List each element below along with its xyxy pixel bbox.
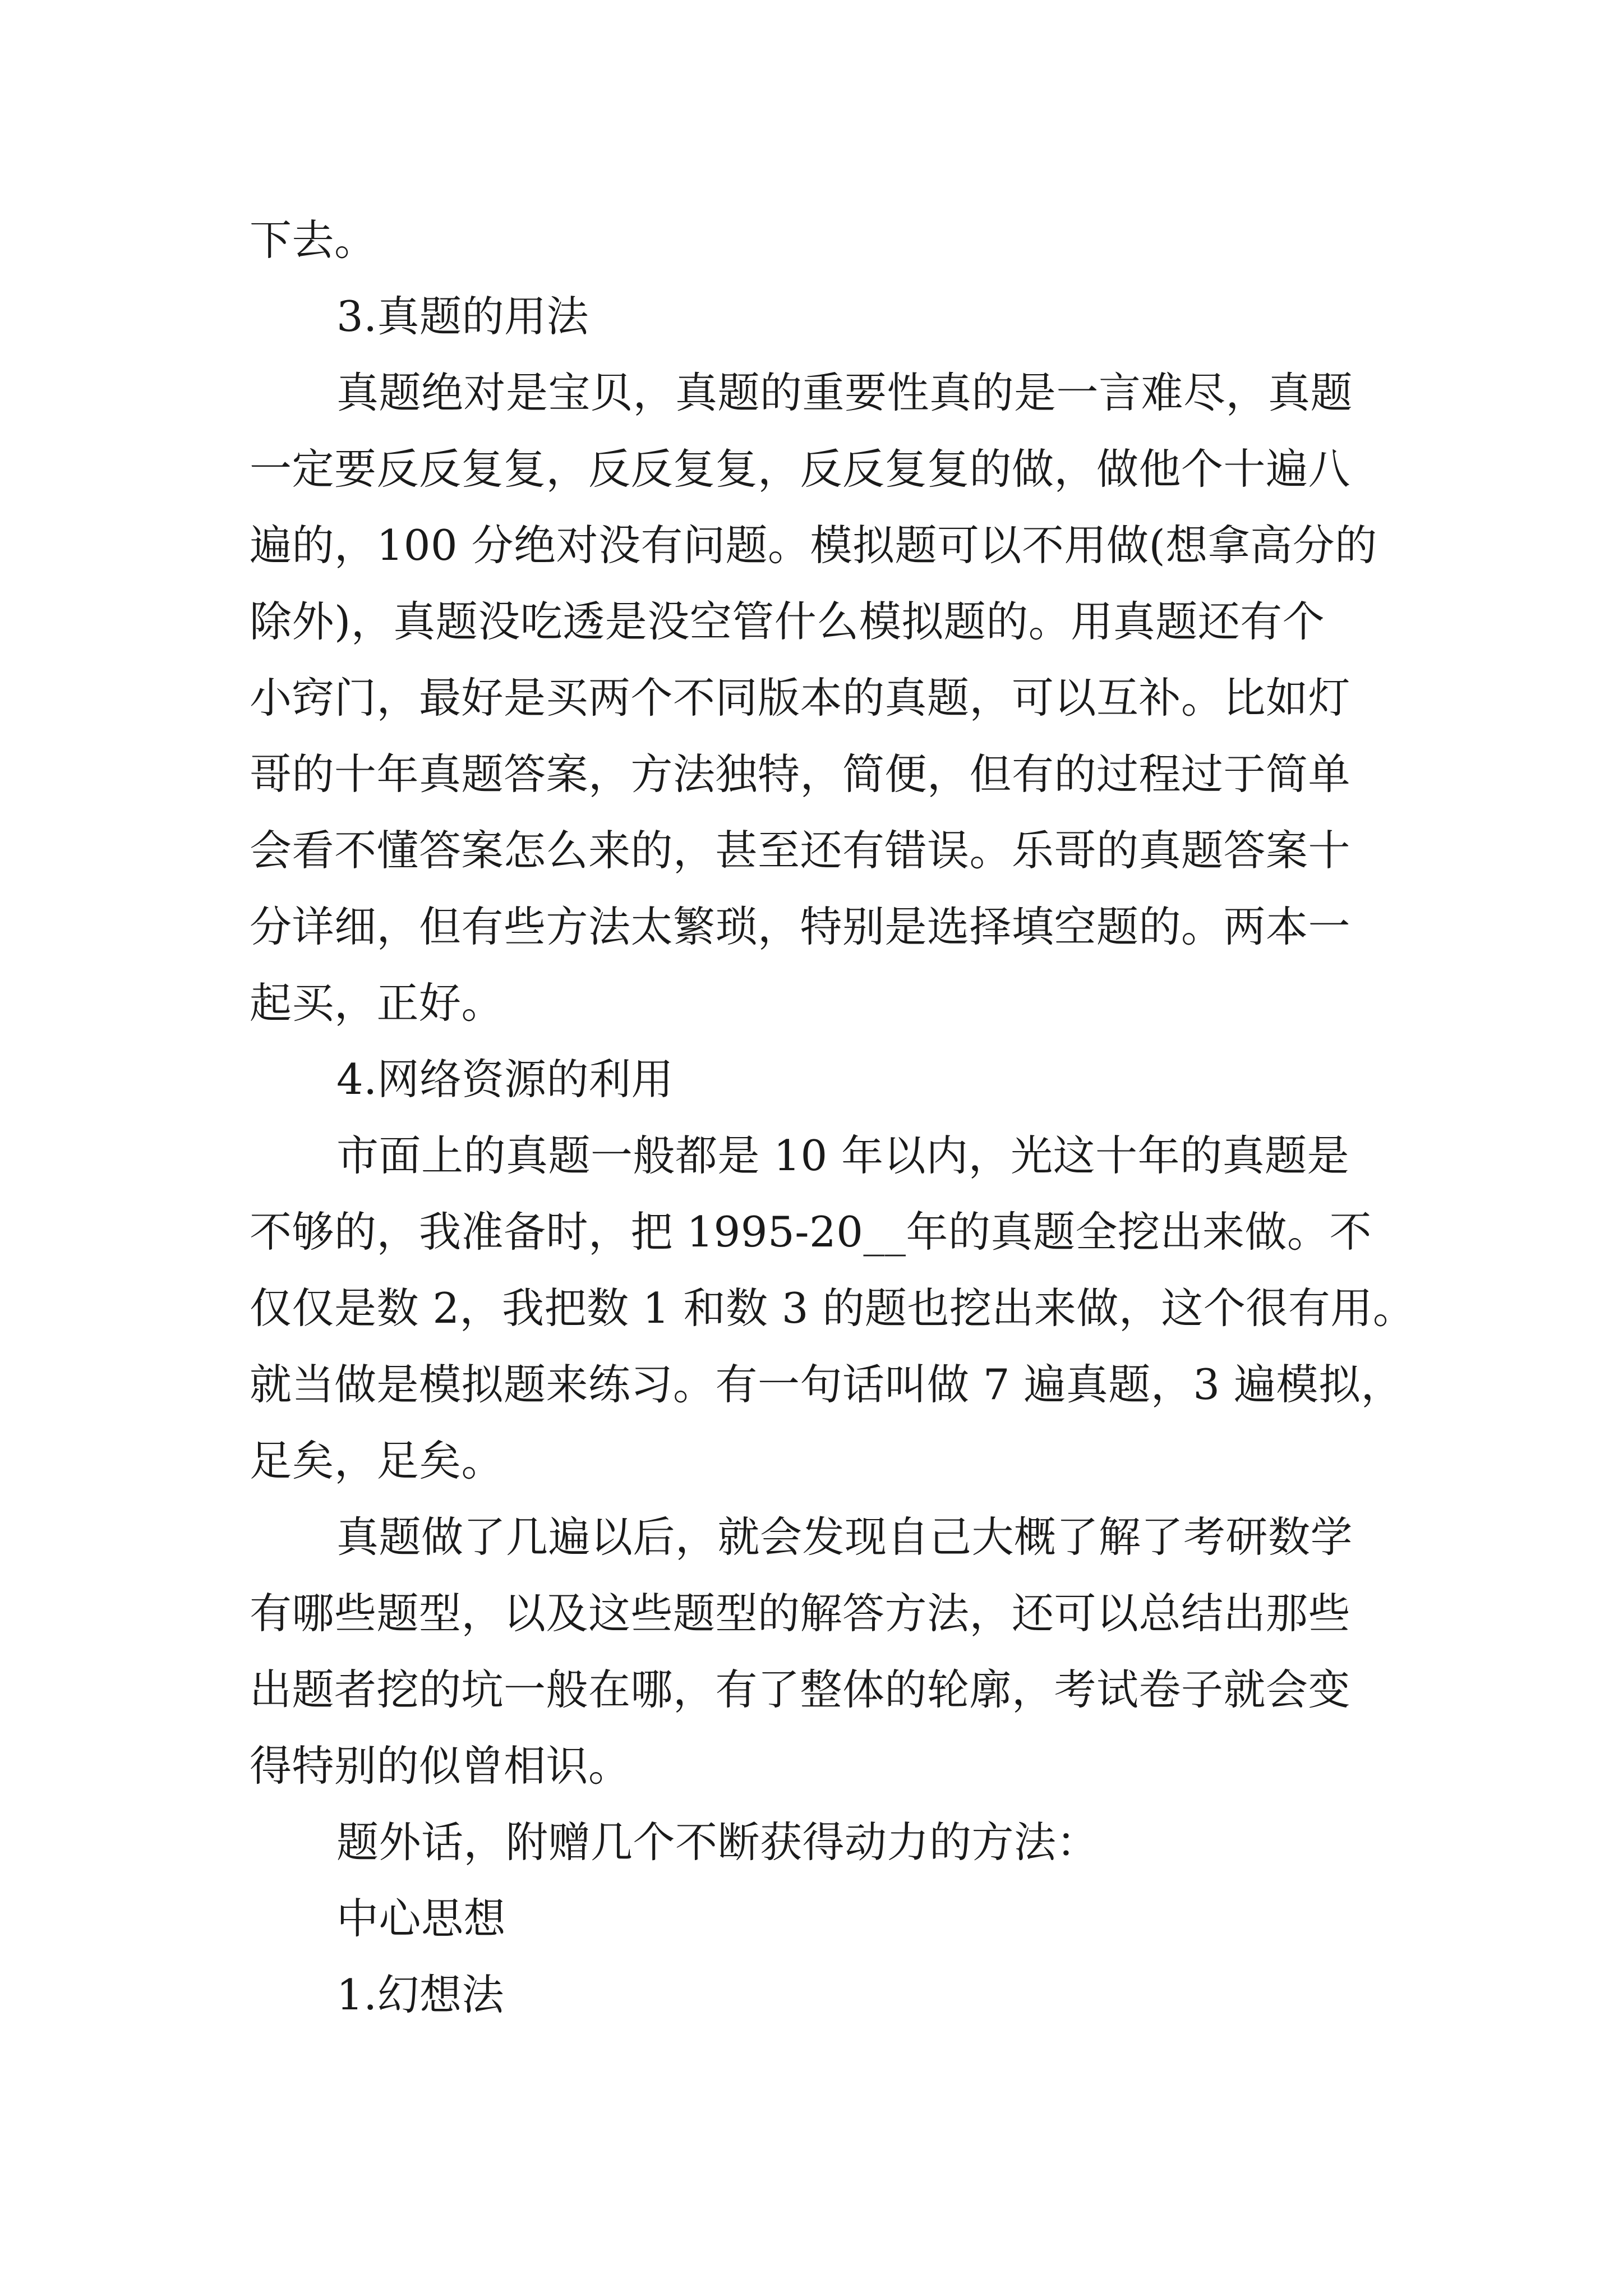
paragraph-line: 真题绝对是宝贝，真题的重要性真的是一言难尽，真题 <box>336 368 1353 417</box>
paragraph-line: 得特别的似曾相识。 <box>250 1741 631 1791</box>
section-heading-online-resources: 4.网络资源的利用 <box>336 1055 674 1104</box>
paragraph-line: 会看不懂答案怎么来的，甚至还有错误。乐哥的真题答案十 <box>250 826 1351 875</box>
paragraph-line: 不够的，我准备时，把 1995-20__年的真题全挖出来做。不 <box>250 1207 1372 1257</box>
paragraph-line: 小窍门，最好是买两个不同版本的真题，可以互补。比如灯 <box>250 673 1351 723</box>
section-heading-imagination-method: 1.幻想法 <box>336 1970 505 2019</box>
paragraph-line: 题外话，附赠几个不断获得动力的方法： <box>336 1818 1099 1867</box>
paragraph-line: 仅仅是数 2，我把数 1 和数 3 的题也挖出来做，这个很有用。 <box>250 1283 1415 1333</box>
paragraph-continuation-line: 下去。 <box>250 215 377 265</box>
section-heading-central-idea: 中心思想 <box>336 1894 506 1943</box>
paragraph-line: 市面上的真题一般都是 10 年以内，光这十年的真题是 <box>336 1131 1350 1180</box>
paragraph-line: 除外)，真题没吃透是没空管什么模拟题的。用真题还有个 <box>250 597 1325 646</box>
paragraph-line: 起买，正好。 <box>250 978 504 1028</box>
paragraph-line: 出题者挖的坑一般在哪，有了整体的轮廓，考试卷子就会变 <box>250 1665 1351 1714</box>
paragraph-line: 真题做了几遍以后，就会发现自己大概了解了考研数学 <box>336 1512 1353 1562</box>
paragraph-line: 有哪些题型，以及这些题型的解答方法，还可以总结出那些 <box>250 1589 1351 1638</box>
paragraph-line: 足矣，足矣。 <box>250 1436 504 1485</box>
section-heading-real-exam-usage: 3.真题的用法 <box>336 292 589 341</box>
paragraph-line: 一定要反反复复，反反复复，反反复复的做，做他个十遍八 <box>250 444 1351 494</box>
paragraph-line: 就当做是模拟题来练习。有一句话叫做 7 遍真题，3 遍模拟， <box>250 1360 1403 1409</box>
paragraph-line: 哥的十年真题答案，方法独特，简便，但有的过程过于简单 <box>250 749 1351 799</box>
paragraph-line: 遍的，100 分绝对没有问题。模拟题可以不用做(想拿高分的 <box>250 521 1377 570</box>
paragraph-line: 分详细，但有些方法太繁琐，特别是选择填空题的。两本一 <box>250 902 1351 951</box>
